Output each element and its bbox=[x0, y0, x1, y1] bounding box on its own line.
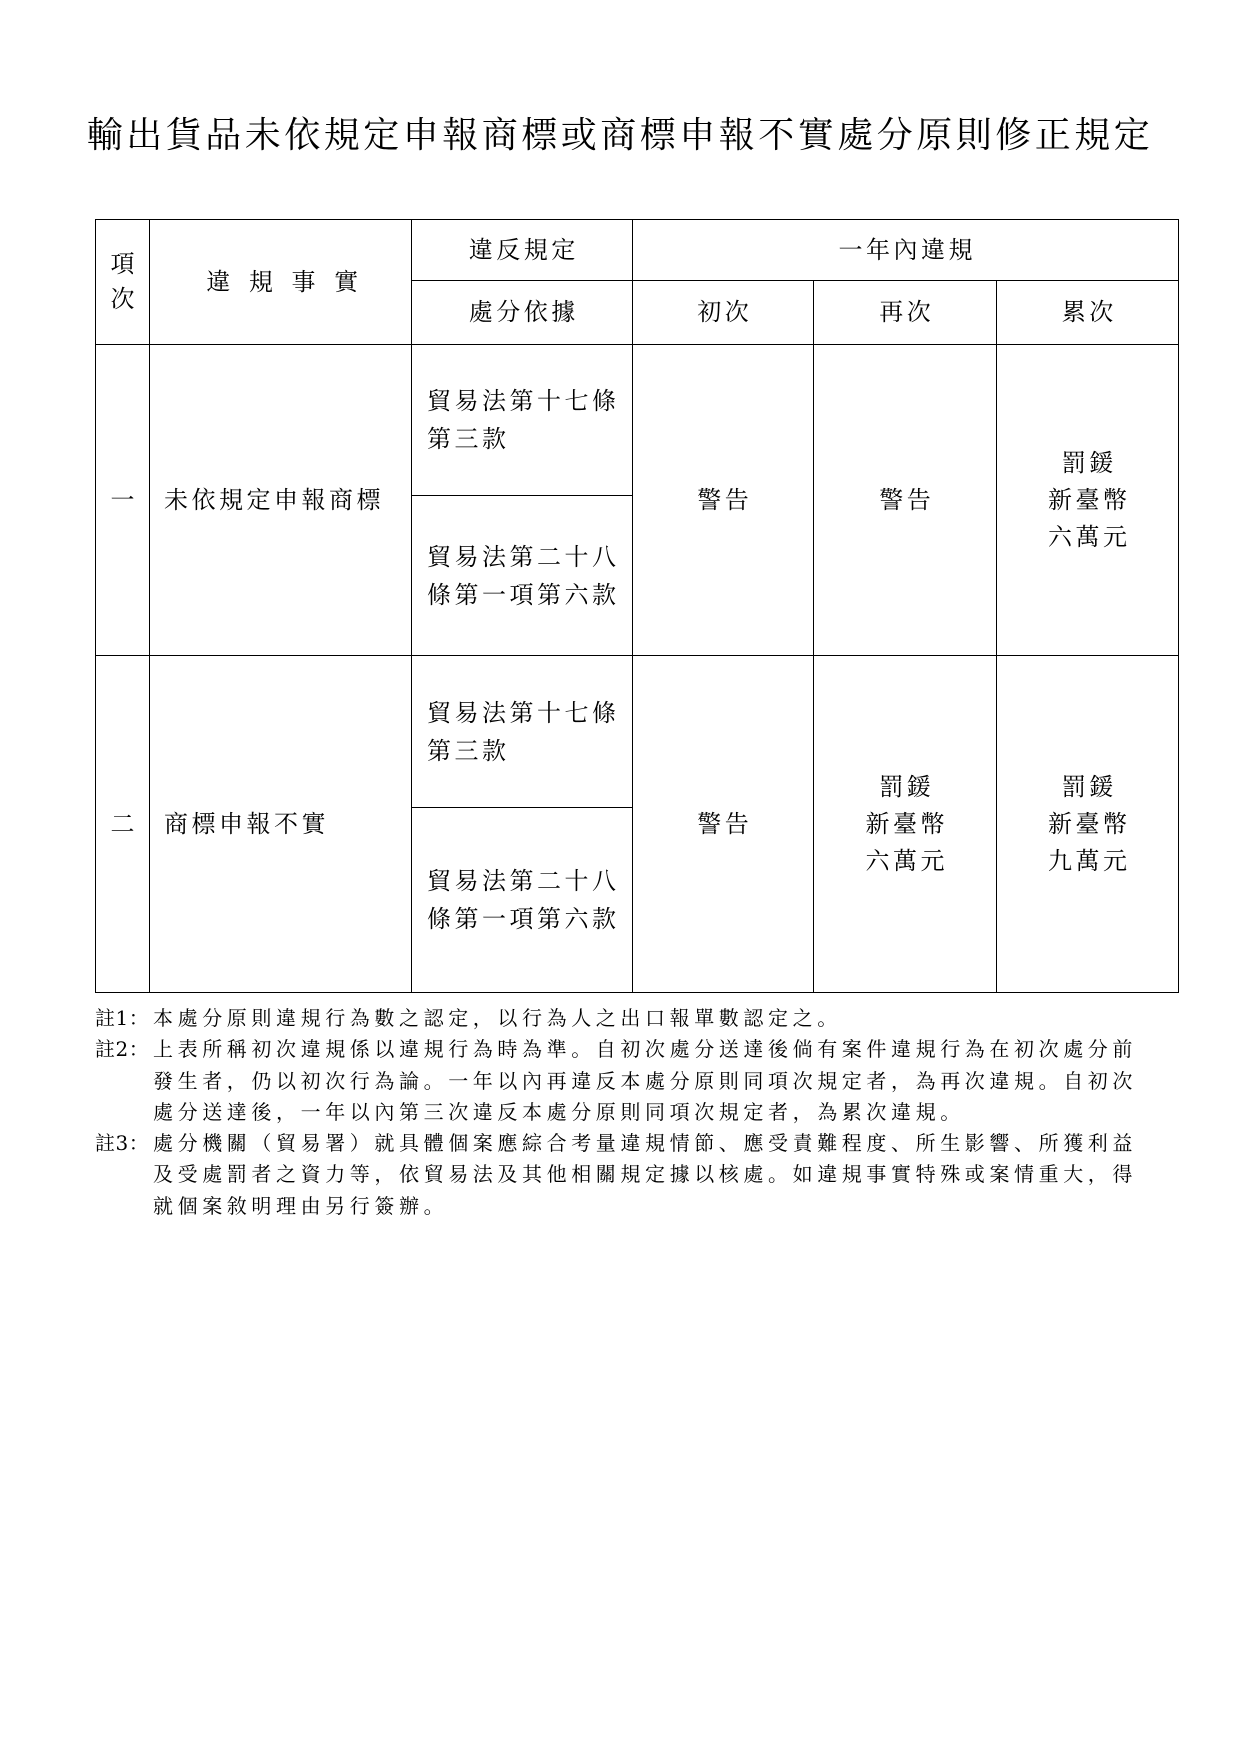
header-penalty-basis-label: 處分依據 bbox=[468, 298, 579, 326]
header-second-time bbox=[814, 281, 996, 344]
note-line: 上表所稱初次違規係以違規行為時為準。自初次處分送達後倘有案件違規行為在初次處分前 bbox=[153, 1037, 1137, 1062]
note-line: 發生者，仍以初次行為論。一年以內再違反本處分原則同項次規定者，為再次違規。自初次 bbox=[153, 1068, 1137, 1093]
header-cumulative-label: 累次 bbox=[1061, 298, 1117, 326]
penalty-line: 新臺幣 bbox=[1048, 809, 1131, 838]
row-2-item-no-label: 二 bbox=[110, 809, 138, 838]
row-2-basis-1 bbox=[412, 656, 632, 807]
note-line: 及受處罰者之資力等，依貿易法及其他相關規定據以核處。如違規事實特殊或案情重大，得 bbox=[153, 1162, 1137, 1187]
header-within-one-year bbox=[633, 220, 1178, 280]
penalty-line: 九萬元 bbox=[1048, 846, 1131, 875]
penalty-line: 警告 bbox=[697, 485, 753, 514]
penalty-line: 警告 bbox=[879, 485, 935, 514]
note-3 bbox=[95, 1128, 1195, 1222]
penalty-line: 六萬元 bbox=[1048, 522, 1131, 551]
header-penalty-basis bbox=[412, 281, 632, 344]
note-line: 處分送達後，一年以內第三次違反本處分原則同項次規定者，為累次違規。 bbox=[153, 1099, 965, 1124]
note-body bbox=[153, 1128, 1137, 1222]
basis-line: 第三款 bbox=[427, 736, 510, 765]
row-2-first-time-penalty bbox=[633, 656, 813, 992]
penalty-line: 罰鍰 bbox=[1061, 448, 1117, 477]
basis-line: 條第一項第六款 bbox=[427, 905, 620, 933]
header-within-one-year-label: 一年內違規 bbox=[838, 235, 976, 264]
row-2-violation-fact-label: 商標申報不實 bbox=[164, 809, 329, 838]
header-item-no bbox=[96, 220, 149, 344]
header-violation-rule-label: 違反規定 bbox=[468, 235, 579, 264]
note-label: 註3： bbox=[95, 1131, 150, 1156]
header-violation-fact bbox=[150, 220, 411, 344]
row-1-item-no-label: 一 bbox=[110, 485, 138, 514]
note-label: 註2： bbox=[95, 1037, 150, 1062]
header-violation-rule bbox=[412, 220, 632, 280]
basis-line: 貿易法第十七條 bbox=[427, 387, 620, 415]
row-1-violation-fact bbox=[150, 345, 411, 655]
note-1 bbox=[95, 1003, 1195, 1034]
row-1-first-time-penalty bbox=[633, 345, 813, 655]
row-2-basis-2 bbox=[412, 808, 632, 992]
penalty-line: 新臺幣 bbox=[865, 809, 948, 838]
note-line: 就個案敘明理由另行簽辦。 bbox=[153, 1193, 449, 1218]
header-first-time-label: 初次 bbox=[697, 298, 753, 326]
penalty-line: 警告 bbox=[697, 809, 753, 838]
penalty-line: 罰鍰 bbox=[879, 772, 935, 801]
header-cumulative bbox=[997, 281, 1178, 344]
note-line: 本處分原則違規行為數之認定，以行為人之出口報單數認定之。 bbox=[153, 1006, 842, 1030]
header-item-no-line: 次 bbox=[110, 285, 138, 313]
row-1-item-no bbox=[96, 345, 149, 655]
header-first-time bbox=[633, 281, 813, 344]
note-body bbox=[153, 1034, 1137, 1128]
document-title: 輸出貨品未依規定申報商標或商標申報不實處分原則修正規定 bbox=[86, 115, 1154, 156]
basis-line: 貿易法第二十八 bbox=[427, 867, 620, 895]
header-item-no-line: 項 bbox=[110, 250, 138, 278]
notes-section bbox=[95, 1003, 1195, 1222]
row-1-basis-2 bbox=[412, 496, 632, 655]
basis-line: 貿易法第二十八 bbox=[427, 542, 620, 571]
penalty-line: 罰鍰 bbox=[1061, 772, 1117, 801]
penalty-line: 新臺幣 bbox=[1048, 485, 1131, 514]
row-2-violation-fact bbox=[150, 656, 411, 992]
row-2-item-no bbox=[96, 656, 149, 992]
row-1-cumulative-penalty bbox=[997, 345, 1178, 655]
penalty-table bbox=[95, 219, 1179, 993]
basis-line: 第三款 bbox=[427, 425, 510, 453]
row-2-cumulative-penalty bbox=[997, 656, 1178, 992]
header-second-time-label: 再次 bbox=[879, 298, 935, 326]
row-1-second-time-penalty bbox=[814, 345, 996, 655]
note-body bbox=[153, 1003, 842, 1034]
row-1-violation-fact-label: 未依規定申報商標 bbox=[164, 485, 384, 514]
basis-line: 條第一項第六款 bbox=[427, 580, 620, 609]
header-violation-fact-label: 違 規 事 實 bbox=[206, 267, 364, 296]
row-2-second-time-penalty bbox=[814, 656, 996, 992]
penalty-line: 六萬元 bbox=[865, 846, 948, 875]
row-1-basis-1 bbox=[412, 345, 632, 495]
note-line: 處分機關（貿易署）就具體個案應綜合考量違規情節、應受責難程度、所生影響、所獲利益 bbox=[153, 1131, 1137, 1156]
basis-line: 貿易法第十七條 bbox=[427, 698, 620, 727]
note-2 bbox=[95, 1034, 1195, 1128]
note-label: 註1： bbox=[95, 1006, 150, 1030]
